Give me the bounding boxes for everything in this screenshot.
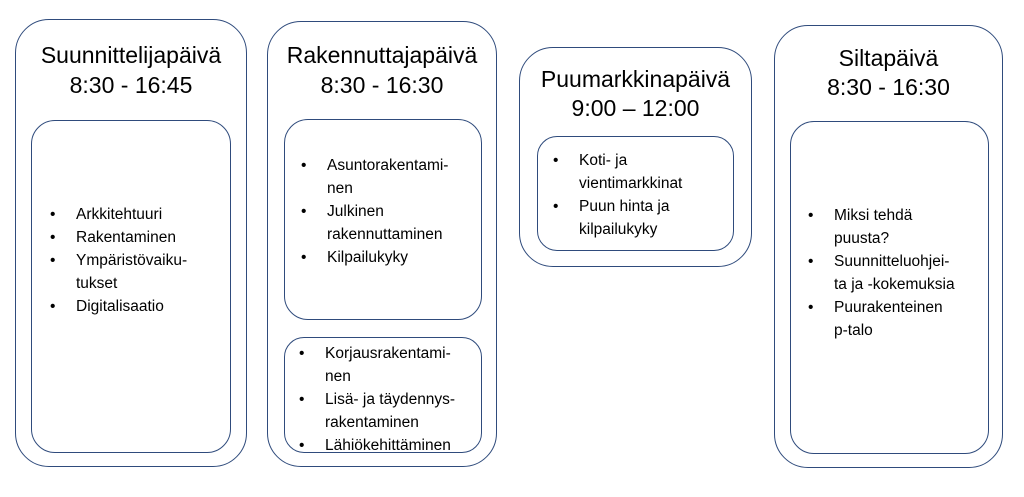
topic-item: • Ympäristövaiku- tukset bbox=[48, 249, 187, 295]
topic-group bbox=[31, 120, 231, 453]
topic-list bbox=[297, 342, 455, 457]
event-box-siltapaiva bbox=[774, 25, 1003, 468]
event-box-rakennuttajapaiva bbox=[267, 21, 497, 467]
topic-item: • Rakentaminen bbox=[48, 226, 187, 249]
topic-group bbox=[284, 119, 482, 320]
topic-item: • Puun hinta ja kilpailukyky bbox=[551, 195, 682, 241]
bullet-icon: • bbox=[808, 253, 814, 270]
bullet-icon: • bbox=[301, 157, 307, 174]
topic-group bbox=[284, 337, 482, 453]
topic-item: • Lähiökehittäminen bbox=[297, 434, 455, 457]
bullet-icon: • bbox=[50, 229, 56, 246]
bullet-icon: • bbox=[301, 203, 307, 220]
bullet-icon: • bbox=[299, 437, 305, 454]
topic-list bbox=[806, 204, 955, 342]
topic-item: • Digitalisaatio bbox=[48, 295, 187, 318]
bullet-icon: • bbox=[50, 252, 56, 269]
topic-item: • Asuntorakentami- nen bbox=[299, 154, 448, 200]
event-title: Rakennuttajapäivä bbox=[286, 42, 478, 68]
topic-list bbox=[551, 149, 682, 241]
event-time: 9:00 – 12:00 bbox=[571, 95, 700, 121]
bullet-icon: • bbox=[50, 298, 56, 315]
topic-item: • Miksi tehdä puusta? bbox=[806, 204, 955, 250]
event-time: 8:30 - 16:30 bbox=[827, 74, 950, 100]
topic-item: • Puurakenteinen p-talo bbox=[806, 296, 955, 342]
topic-item: • Korjausrakentami- nen bbox=[297, 342, 455, 388]
bullet-icon: • bbox=[808, 207, 814, 224]
topic-item: • Lisä- ja täydennys- rakentaminen bbox=[297, 388, 455, 434]
event-title: Puumarkkinapäivä bbox=[540, 66, 731, 92]
event-title: Siltapäivä bbox=[838, 45, 939, 71]
event-title: Suunnittelijapäivä bbox=[40, 42, 222, 68]
topic-item: • Koti- ja vientimarkkinat bbox=[551, 149, 682, 195]
topic-group bbox=[790, 121, 989, 454]
topic-list bbox=[48, 203, 187, 318]
topic-item: • Suunnitteluohjei- ta ja -kokemuksia bbox=[806, 250, 955, 296]
bullet-icon: • bbox=[299, 345, 305, 362]
topic-list bbox=[299, 154, 448, 269]
bullet-icon: • bbox=[50, 206, 56, 223]
event-box-suunnittelijapaiva bbox=[15, 19, 247, 467]
bullet-icon: • bbox=[299, 391, 305, 408]
topic-item: • Arkkitehtuuri bbox=[48, 203, 187, 226]
event-box-puumarkkinapaiva bbox=[519, 47, 752, 267]
bullet-icon: • bbox=[553, 198, 559, 215]
topic-item: • Kilpailukyky bbox=[299, 246, 448, 269]
bullet-icon: • bbox=[808, 299, 814, 316]
topic-group bbox=[537, 136, 734, 251]
event-time: 8:30 - 16:30 bbox=[320, 72, 444, 98]
topic-item: • Julkinen rakennuttaminen bbox=[299, 200, 448, 246]
event-time: 8:30 - 16:45 bbox=[69, 72, 193, 98]
bullet-icon: • bbox=[301, 249, 307, 266]
bullet-icon: • bbox=[553, 152, 559, 169]
